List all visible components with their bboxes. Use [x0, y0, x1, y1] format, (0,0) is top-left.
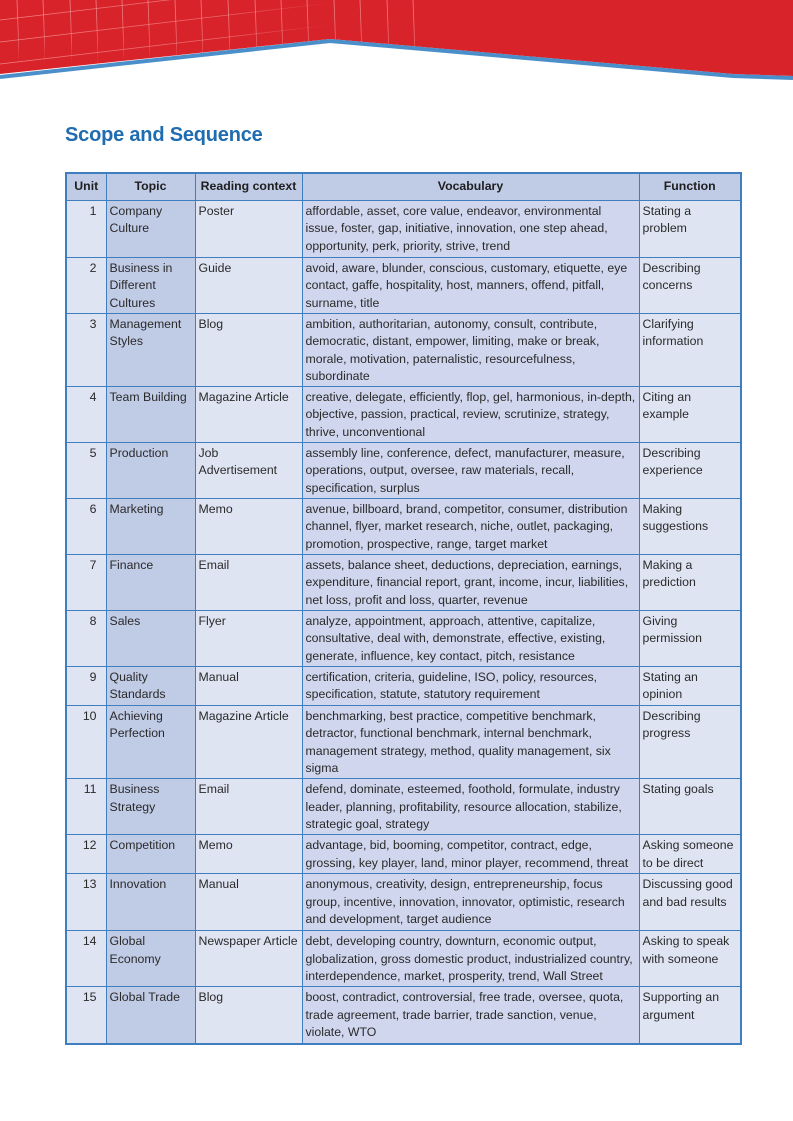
vocabulary-cell: affordable, asset, core value, endeavor, environmental issue, foster, gap, initiative, innovation, one step ahead, opportunity, perk, priority, strive, trend — [302, 201, 639, 258]
reading-context-cell: Magazine Article — [195, 387, 302, 443]
topic-cell: Company Culture — [106, 201, 195, 258]
topic-cell: Production — [106, 443, 195, 499]
table-row — [66, 987, 741, 1044]
table-row — [66, 874, 741, 931]
topic-cell: Competition — [106, 835, 195, 874]
vocabulary-cell: assembly line, conference, defect, manufacturer, measure, operations, output, oversee, raw materials, recall, specification, surplus — [302, 443, 639, 499]
unit-cell: 14 — [66, 931, 106, 987]
header-function: Function — [639, 173, 741, 201]
reading-context-cell: Memo — [195, 499, 302, 555]
topic-cell: Quality Standards — [106, 667, 195, 706]
unit-cell: 12 — [66, 835, 106, 874]
table-row — [66, 555, 741, 611]
vocabulary-cell: benchmarking, best practice, competitive benchmark, detractor, functional benchmark, internal benchmark, management strategy, method, quality management, six sigma — [302, 706, 639, 779]
header-banner — [0, 0, 793, 90]
table-header-row — [66, 173, 741, 201]
topic-cell: Innovation — [106, 874, 195, 931]
reading-context-cell: Manual — [195, 874, 302, 931]
topic-cell: Marketing — [106, 499, 195, 555]
unit-cell: 5 — [66, 443, 106, 499]
vocabulary-cell: avoid, aware, blunder, conscious, customary, etiquette, eye contact, gaffe, hospitality, host, manners, offend, pitfall, surname, title — [302, 258, 639, 314]
table-row — [66, 201, 741, 258]
scope-and-sequence-table — [65, 172, 742, 1045]
topic-cell: Business in Different Cultures — [106, 258, 195, 314]
unit-cell: 10 — [66, 706, 106, 779]
unit-cell: 15 — [66, 987, 106, 1044]
table-row — [66, 611, 741, 667]
reading-context-cell: Job Advertisement — [195, 443, 302, 499]
function-cell: Stating an opinion — [639, 667, 741, 706]
table-row — [66, 779, 741, 835]
function-cell: Stating goals — [639, 779, 741, 835]
table-row — [66, 314, 741, 387]
function-cell: Asking to speak with someone — [639, 931, 741, 987]
header-topic: Topic — [106, 173, 195, 201]
table-row — [66, 443, 741, 499]
reading-context-cell: Flyer — [195, 611, 302, 667]
reading-context-cell: Email — [195, 779, 302, 835]
function-cell: Making suggestions — [639, 499, 741, 555]
reading-context-cell: Newspaper Article — [195, 931, 302, 987]
topic-cell: Management Styles — [106, 314, 195, 387]
vocabulary-cell: analyze, appointment, approach, attentive, capitalize, consultative, deal with, demonstrate, effective, existing, generate, influence, key contact, pitch, resistance — [302, 611, 639, 667]
vocabulary-cell: anonymous, creativity, design, entrepreneurship, focus group, incentive, innovation, innovator, optimistic, research and development, target audience — [302, 874, 639, 931]
reading-context-cell: Blog — [195, 987, 302, 1044]
unit-cell: 11 — [66, 779, 106, 835]
function-cell: Describing progress — [639, 706, 741, 779]
function-cell: Supporting an argument — [639, 987, 741, 1044]
unit-cell: 3 — [66, 314, 106, 387]
table-row — [66, 706, 741, 779]
vocabulary-cell: certification, criteria, guideline, ISO, policy, resources, specification, statute, statutory requirement — [302, 667, 639, 706]
topic-cell: Finance — [106, 555, 195, 611]
unit-cell: 4 — [66, 387, 106, 443]
table-row — [66, 258, 741, 314]
function-cell: Describing concerns — [639, 258, 741, 314]
function-cell: Making a prediction — [639, 555, 741, 611]
vocabulary-cell: defend, dominate, esteemed, foothold, formulate, industry leader, planning, profitability, resource allocation, stabilize, strategic goal, strategy — [302, 779, 639, 835]
header-vocabulary: Vocabulary — [302, 173, 639, 201]
table-row — [66, 835, 741, 874]
function-cell: Discussing good and bad results — [639, 874, 741, 931]
vocabulary-cell: ambition, authoritarian, autonomy, consult, contribute, democratic, distant, empower, limiting, make or break, morale, motivation, paternalistic, resourcefulness, subordinate — [302, 314, 639, 387]
topic-cell: Team Building — [106, 387, 195, 443]
reading-context-cell: Manual — [195, 667, 302, 706]
reading-context-cell: Guide — [195, 258, 302, 314]
reading-context-cell: Email — [195, 555, 302, 611]
table-row — [66, 667, 741, 706]
function-cell: Giving permission — [639, 611, 741, 667]
vocabulary-cell: avenue, billboard, brand, competitor, consumer, distribution channel, flyer, market research, niche, outlet, packaging, promotion, prospective, range, target market — [302, 499, 639, 555]
function-cell: Asking someone to be direct — [639, 835, 741, 874]
vocabulary-cell: advantage, bid, booming, competitor, contract, edge, grossing, key player, land, minor player, recommend, threat — [302, 835, 639, 874]
topic-cell: Achieving Perfection — [106, 706, 195, 779]
topic-cell: Business Strategy — [106, 779, 195, 835]
unit-cell: 9 — [66, 667, 106, 706]
function-cell: Stating a problem — [639, 201, 741, 258]
topic-cell: Global Economy — [106, 931, 195, 987]
unit-cell: 7 — [66, 555, 106, 611]
reading-context-cell: Memo — [195, 835, 302, 874]
vocabulary-cell: creative, delegate, efficiently, flop, gel, harmonious, in-depth, objective, passion, practical, review, scrutinize, strategy, thrive, unconventional — [302, 387, 639, 443]
vocabulary-cell: debt, developing country, downturn, economic output, globalization, gross domestic product, industrialized country, interdependence, market, prosperity, trend, Wall Street — [302, 931, 639, 987]
header-reading-context: Reading context — [195, 173, 302, 201]
unit-cell: 8 — [66, 611, 106, 667]
header-unit: Unit — [66, 173, 106, 201]
page-title: Scope and Sequence — [65, 124, 263, 146]
function-cell: Describing experience — [639, 443, 741, 499]
function-cell: Clarifying information — [639, 314, 741, 387]
table-row — [66, 499, 741, 555]
unit-cell: 2 — [66, 258, 106, 314]
vocabulary-cell: assets, balance sheet, deductions, depreciation, earnings, expenditure, financial report, grant, income, incur, liabilities, net loss, profit and loss, quarter, revenue — [302, 555, 639, 611]
vocabulary-cell: boost, contradict, controversial, free trade, oversee, quota, trade agreement, trade barrier, trade sanction, venue, violate, WTO — [302, 987, 639, 1044]
reading-context-cell: Blog — [195, 314, 302, 387]
reading-context-cell: Magazine Article — [195, 706, 302, 779]
table-row — [66, 931, 741, 987]
table-row — [66, 387, 741, 443]
topic-cell: Global Trade — [106, 987, 195, 1044]
unit-cell: 13 — [66, 874, 106, 931]
reading-context-cell: Poster — [195, 201, 302, 258]
unit-cell: 6 — [66, 499, 106, 555]
topic-cell: Sales — [106, 611, 195, 667]
unit-cell: 1 — [66, 201, 106, 258]
function-cell: Citing an example — [639, 387, 741, 443]
